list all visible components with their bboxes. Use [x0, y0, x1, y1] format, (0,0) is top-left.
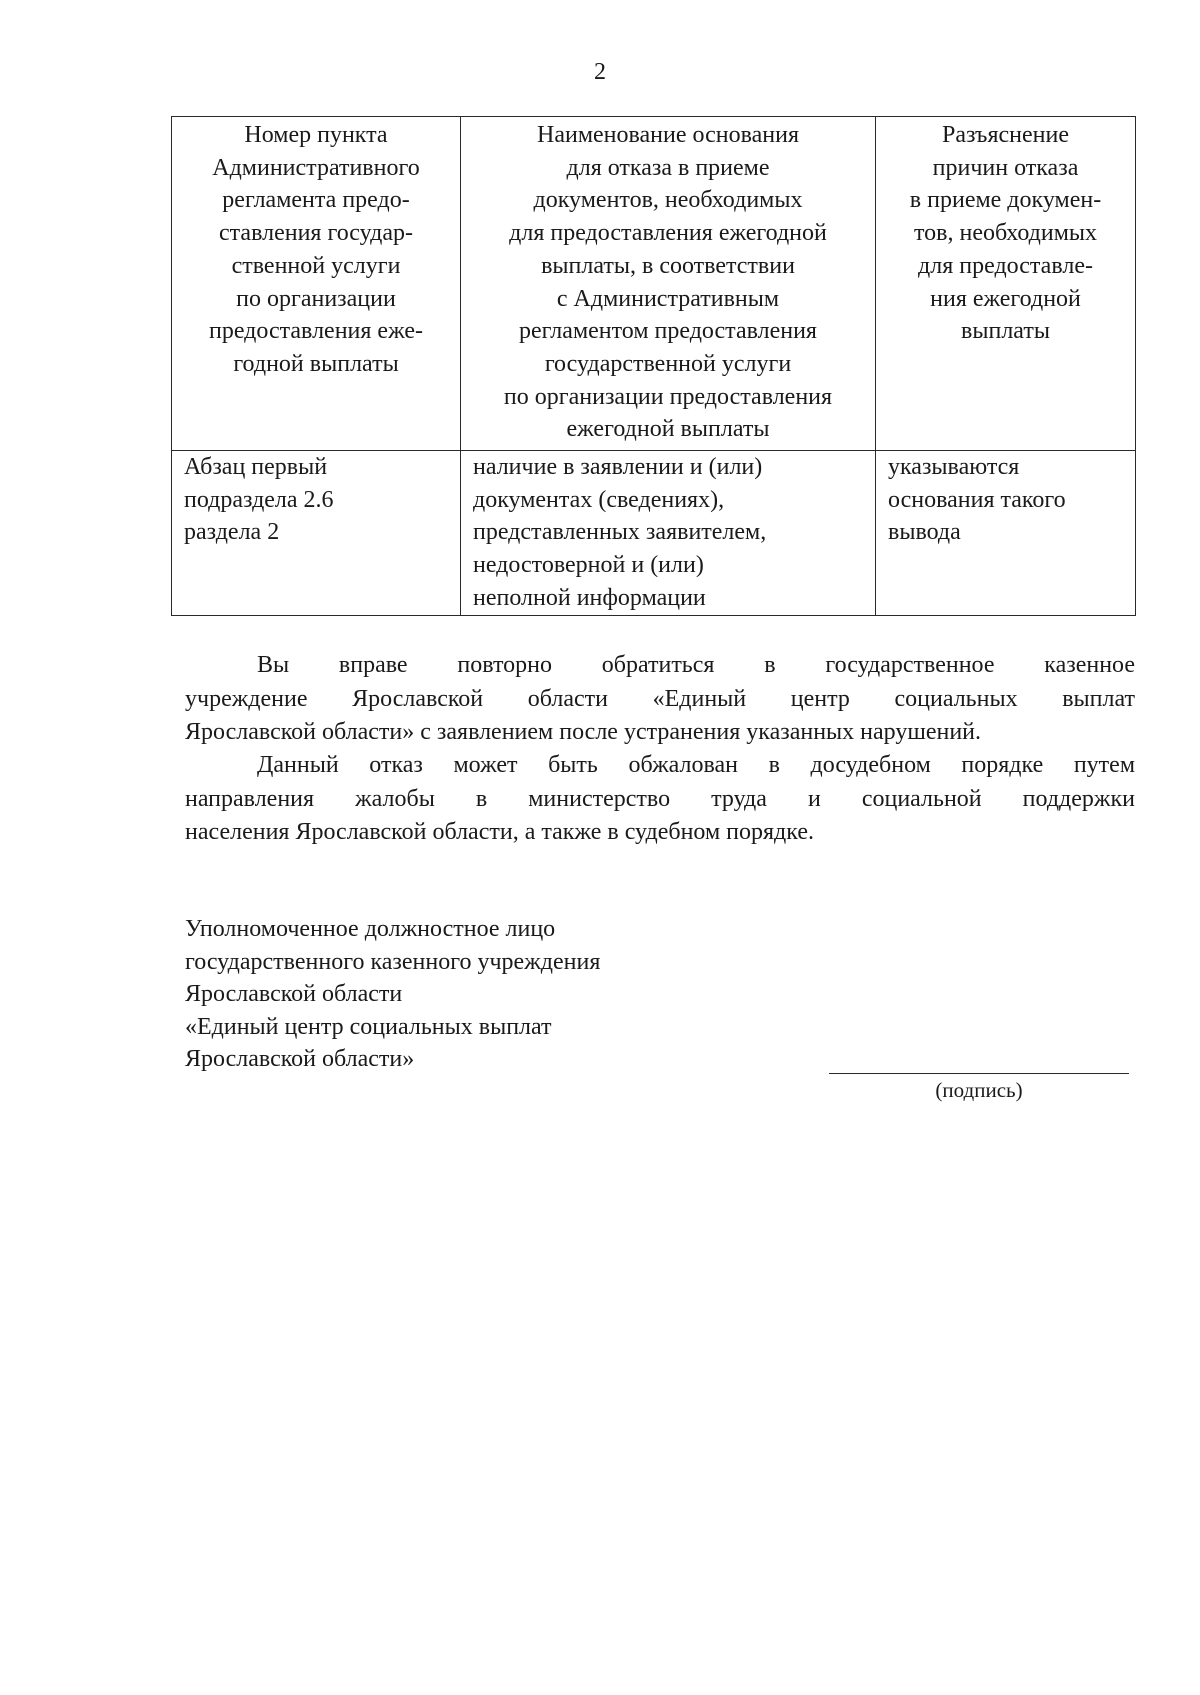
cell-line: наличие в заявлении и (или) — [473, 454, 763, 480]
paragraph-line: населения Ярославской области, а также в судебном порядке. — [185, 819, 814, 845]
header-regulation-clause — [172, 117, 461, 451]
signatory-line: Ярославской области — [185, 981, 403, 1007]
header-line: регламентом предоставления — [519, 318, 817, 345]
cell-line: Абзац первый — [184, 454, 328, 480]
cell-line: документах (сведениях), — [473, 486, 725, 513]
header-line: ственной услуги — [231, 252, 401, 279]
signatory-line: государственного казенного учреждения — [185, 948, 601, 975]
paragraph-line: направления жалобы в министерство труда и социальной поддержки — [185, 785, 1135, 812]
signature-caption: (подпись) — [935, 1078, 1023, 1102]
refusal-reasons-table — [171, 116, 1136, 616]
header-line: по организации предоставления — [503, 383, 833, 410]
header-line: тов, необходимых — [913, 220, 1098, 247]
cell-line: вывода — [888, 519, 961, 546]
header-line: с Административным — [556, 285, 780, 312]
header-line: Наименование основания — [536, 122, 799, 148]
paragraph — [185, 749, 1135, 850]
header-line: выплаты — [961, 318, 1050, 345]
signatory-line: Ярославской области» — [185, 1046, 415, 1072]
header-line: регламента предо- — [222, 187, 410, 214]
paragraph-line: Вы вправе повторно обратиться в государственное казенное — [257, 652, 1135, 678]
cell-line: основания такого — [888, 486, 1066, 513]
cell-line: недостоверной и (или) — [473, 552, 704, 579]
header-line: выплаты, в соответствии — [541, 252, 795, 279]
header-line: ставления государ- — [219, 220, 413, 247]
cell-line: неполной информации — [473, 584, 706, 611]
header-line: годной выплаты — [233, 350, 399, 377]
header-refusal-ground — [461, 117, 876, 451]
signatory-block — [185, 913, 600, 1076]
paragraph — [185, 649, 1135, 750]
paragraph-line: Данный отказ может быть обжалован в досудебном порядке путем — [257, 752, 1135, 778]
cell-line: указываются — [888, 454, 1020, 480]
header-line: государственной услуги — [544, 350, 792, 377]
header-line: для предоставле- — [918, 252, 1093, 279]
header-line: в приеме докумен- — [909, 187, 1102, 214]
header-line: причин отказа — [932, 154, 1079, 181]
table-row — [172, 451, 1136, 616]
header-line: Разъяснение — [941, 122, 1069, 148]
header-refusal-explanation — [876, 117, 1136, 451]
cell-line: раздела 2 — [184, 519, 280, 546]
header-line: предоставления еже- — [208, 318, 423, 345]
cell-line: представленных заявителем, — [473, 519, 767, 546]
cell-line: подраздела 2.6 — [184, 486, 334, 513]
signatory-line: «Единый центр социальных выплат — [185, 1013, 552, 1040]
table-header-row — [172, 117, 1136, 451]
header-line: для предоставления ежегодной — [509, 220, 827, 247]
header-line: для отказа в приеме — [566, 154, 770, 181]
paragraph-line: учреждение Ярославской области «Единый центр социальных выплат — [185, 685, 1135, 712]
header-line: документов, необходимых — [533, 187, 803, 214]
header-line: ежегодной выплаты — [566, 416, 770, 443]
reapply-paragraph — [185, 649, 1135, 750]
page-number: 2 — [594, 59, 606, 85]
header-line: Номер пункта — [244, 122, 388, 148]
header-line: Административного — [212, 154, 420, 181]
header-line: по организации — [236, 285, 396, 312]
paragraph-line: Ярославской области» с заявлением после устранения указанных нарушений. — [185, 719, 982, 745]
appeal-paragraph — [185, 749, 1135, 850]
signature-line — [829, 1073, 1129, 1074]
header-line: ния ежегодной — [930, 285, 1081, 312]
signatory-line: Уполномоченное должностное лицо — [185, 916, 556, 942]
cell-refusal-explanation — [876, 451, 1136, 616]
cell-regulation-clause — [172, 451, 461, 616]
cell-refusal-ground — [461, 451, 876, 616]
